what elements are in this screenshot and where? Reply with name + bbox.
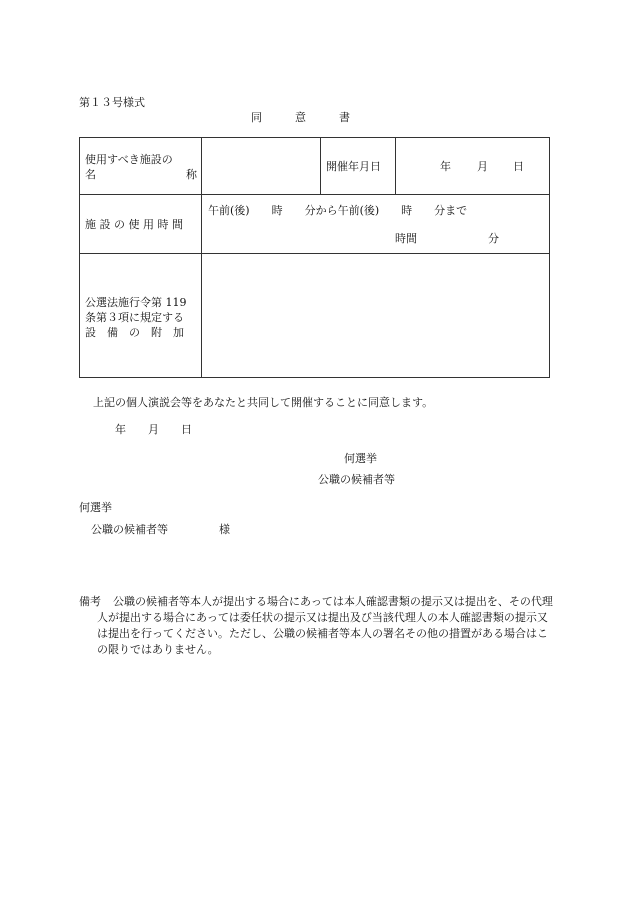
election-name-right: 何選挙 [344,452,377,465]
equipment-label-line3: 設 備 の 附 加 [85,326,184,339]
event-date-label: 開催年月日 [326,160,381,173]
candidate-left: 公職の候補者等 [91,523,168,536]
election-name-left: 何選挙 [79,501,112,514]
usage-time-minutes: 分 [488,232,499,245]
equipment-label-line2: 条第３項に規定する [85,311,184,324]
event-date-month: 月 [477,160,488,173]
equipment-label-line1: 公選法施行令第 119 [85,296,187,309]
facility-name-label-line1: 使用すべき施設の [85,153,173,166]
remarks-text: 公職の候補者等本人が提出する場合にあっては本人確認書類の提示又は提出を、その代理人が提出する場合にあっては委任状の提示又は提出及び当該代理人の本人確認書類の提示又は提出を行ってください。ただし、公職の候補者等本人の署名その他の措置がある場合はこの限りではありません。 [97,595,553,656]
facility-name-label-line2: 名 称 [85,168,197,181]
row-divider-2 [80,253,549,254]
form-table [79,137,550,378]
event-date-day: 日 [513,160,524,173]
consent-date-line: 年 月 日 [115,423,192,436]
event-date-year: 年 [440,160,451,173]
label-column-divider [201,138,202,377]
form-number: 第１３号様式 [79,96,145,109]
usage-time-label: 施 設 の 使 用 時 間 [85,218,183,231]
usage-time-range: 午前(後) 時 分から午前(後) 時 分まで [208,204,468,217]
date-label-right-divider [395,138,396,194]
honorific-sama: 様 [219,523,230,536]
row-divider-1 [80,194,549,195]
usage-time-hours: 時間 [395,232,417,245]
candidate-right: 公職の候補者等 [318,473,395,486]
consent-statement: 上記の個人演説会等をあなたと共同して開催することに同意します。 [93,396,434,409]
document-title: 同 意 書 [251,111,350,124]
remarks-heading: 備考 [79,595,101,608]
date-label-left-divider [320,138,321,194]
